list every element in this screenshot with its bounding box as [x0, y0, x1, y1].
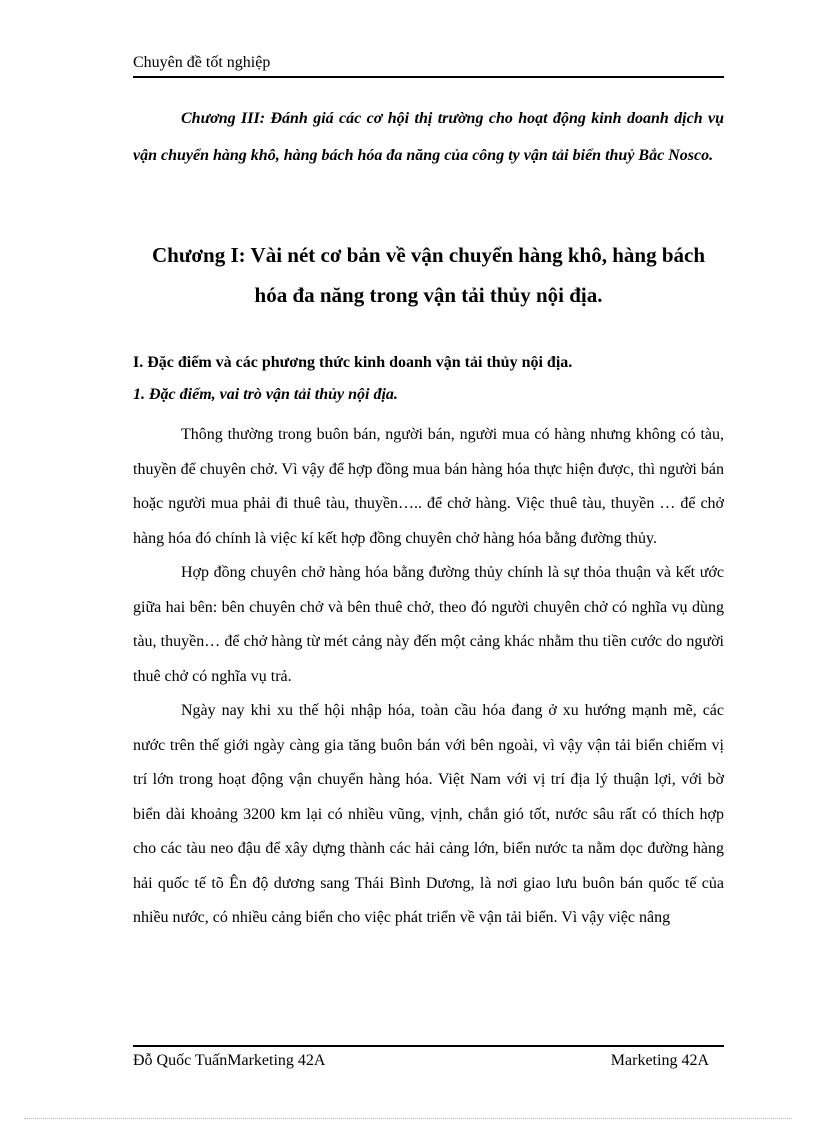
footer-right: Marketing 42A: [610, 1052, 709, 1069]
page-footer: [133, 1052, 709, 1070]
body-text: [133, 418, 724, 936]
chapter-1-line-1: Chương I: Vài nét cơ bản về vận chuyển hàng khô, hàng bách: [151, 243, 706, 267]
chapter-3-text: Chương III: Đánh giá các cơ hội thị trường cho hoạt động kinh doanh dịch vụ vận chuyển hàng khô, hàng bách hóa đa năng của công ty vận tải biển thuỷ Bắc Nosco.: [133, 110, 724, 164]
header-title: Chuyên đề tốt nghiệp: [133, 54, 271, 71]
footer-divider: [133, 1045, 724, 1047]
paragraph-3: Ngày nay khi xu thế hội nhập hóa, toàn cầu hóa đang ở xu hướng mạnh mẽ, các nước trên thế giới ngày càng gia tăng buôn bán với bên ngoài, vì vậy vận tải biển chiếm vị trí lớn trong hoạt động vận chuyển hàng hóa. Việt Nam với vị trí địa lý thuận lợi, với bờ biển dài khoảng 3200 km lại có nhiều vũng, vịnh, chắn gió tốt, nước sâu rất có thích hợp cho các tàu neo đậu để xây dựng thành các hải cảng lớn, biển nước ta nằm dọc đường hàng hải quốc tế tõ Ên độ dương sang Thái Bình Dương, là nơi giao lưu buôn bán quốc tế của nhiều nước, có nhiều cảng biển cho việc phát triển về vận tải biển. Vì vậy việc nâng: [133, 702, 724, 926]
chapter-1-line-2: hóa đa năng trong vận tải thủy nội địa.: [254, 283, 603, 307]
section-heading-1: I. Đặc điểm và các phương thức kinh doanh vận tải thủy nội địa.: [133, 354, 573, 371]
page-break-divider: [24, 1118, 792, 1119]
paragraph-2: Hợp đồng chuyên chở hàng hóa bằng đường thủy chính là sự thỏa thuận và kết ước giữa hai bên: bên chuyên chở và bên thuê chở, theo đó người chuyên chở có nghĩa vụ dùng tàu, thuyền… để chở hàng từ mét cảng này đến một cảng khác nhằm thu tiền cước do người thuê chở có nghĩa vụ trả.: [133, 564, 724, 685]
page-header: [133, 54, 724, 78]
chapter-3-heading: [133, 100, 724, 174]
footer-left: Đỗ Quốc TuấnMarketing 42A: [133, 1052, 326, 1069]
paragraph-1: Thông thường trong buôn bán, người bán, người mua có hàng nhưng không có tàu, thuyền để chuyên chở. Vì vậy để hợp đồng mua bán hàng hóa thực hiện được, thì người bán hoặc người mua phải đi thuê tàu, thuyền….. để chở hàng. Việc thuê tàu, thuyền … để chở hàng hóa đó chính là việc kí kết hợp đồng chuyên chở hàng hóa bằng đường thủy.: [133, 426, 724, 547]
chapter-1-heading: [133, 235, 724, 315]
subsection-heading-1: 1. Đặc điểm, vai trò vận tải thủy nội địa.: [133, 386, 398, 403]
